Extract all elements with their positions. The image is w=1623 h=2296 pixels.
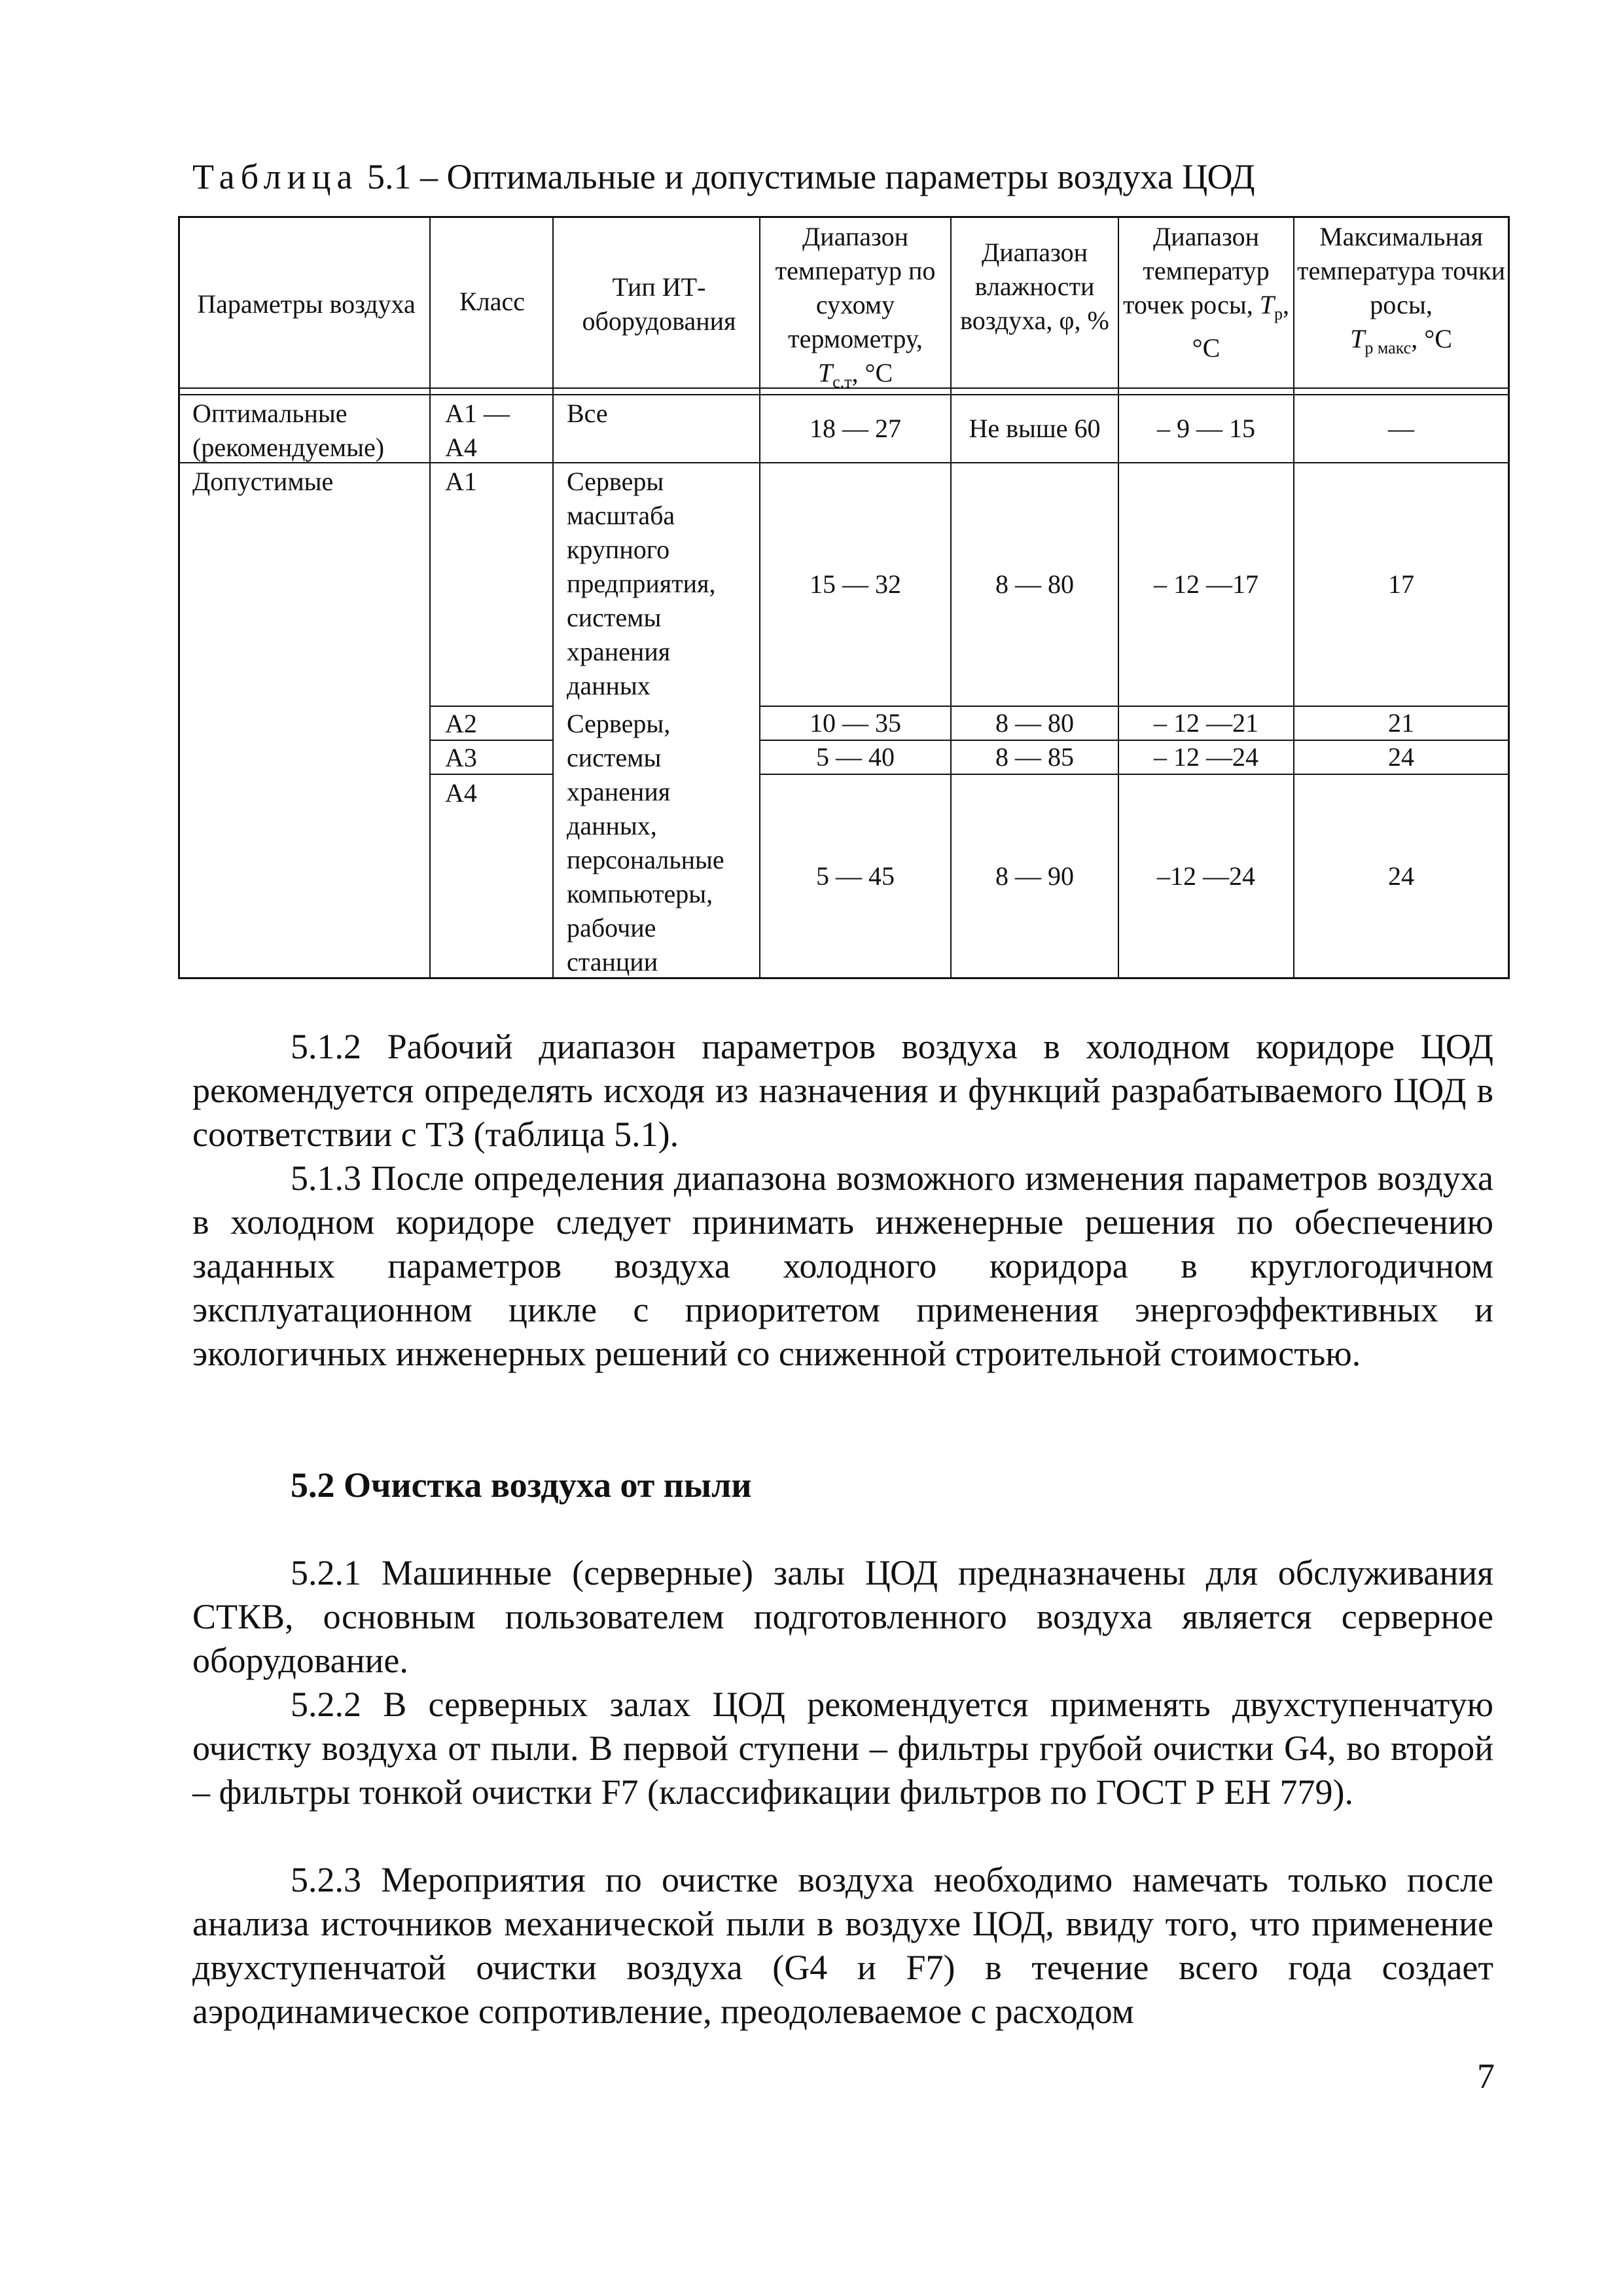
row-allowed-params: Допустимые <box>192 467 334 496</box>
row-a1-it-type: Серверы масштаба крупного предприятия, системы хранения данных <box>567 467 716 700</box>
row-a1-dew-range: – 12 —17 <box>1154 569 1258 599</box>
row-a3-dry-temp: 5 — 40 <box>816 742 895 772</box>
section-heading-5-2: 5.2 Очистка воздуха от пыли <box>291 1465 752 1505</box>
row-a4-max-dew: 24 <box>1388 861 1414 891</box>
row-a1-humidity: 8 — 80 <box>995 569 1074 599</box>
row-optimal-params: Оптимальные (рекомендуемые) <box>192 399 385 462</box>
paragraph-5-1-2: 5.1.2 Рабочий диапазон параметров воздуха в холодном коридоре ЦОД рекомендуется определять исходя из назначения и функций разрабатываемого ЦОД в соответствии с ТЗ (таблица 5.1). <box>192 1027 1493 1154</box>
paragraph-5-2-3: 5.2.3 Мероприятия по очистке воздуха необходимо намечать только после анализа источников механической пыли в воздухе ЦОД, ввиду того, что применение двухступенчатой очистки воздуха (G4 и F7) в течение всего года создает аэродинамическое сопротивление, преодолеваемое с расходом <box>192 1860 1493 2031</box>
header-dry-temp: Диапазон температур по сухому термометру, $T_{с.т}$, °С <box>775 222 936 391</box>
paragraph-5-2-1: 5.2.1 Машинные (серверные) залы ЦОД предназначены для обслуживания СТКВ, основным пользователем подготовленного воздуха является серверное оборудование. <box>192 1553 1493 1680</box>
row-a3-dew-range: – 12 —24 <box>1154 742 1258 772</box>
row-optimal-dry-temp: 18 — 27 <box>810 414 901 443</box>
header-humidity: Диапазон влажности воздуха, φ, % <box>960 238 1109 335</box>
row-optimal-max-dew: — <box>1388 414 1414 443</box>
page-number: 7 <box>1477 2056 1495 2096</box>
header-it-type: Тип ИТ-оборудования <box>582 272 736 336</box>
row-a1-max-dew: 17 <box>1388 569 1414 599</box>
group-a2-a4-it-type: Серверы, системы хранения данных, персональные компьютеры, рабочие станции <box>567 709 724 977</box>
row-a1-class: А1 <box>445 467 477 496</box>
row-a2-class: А2 <box>445 709 477 738</box>
row-a3-class: А3 <box>445 743 477 772</box>
table-caption-text: 5.1 – Оптимальные и допустимые параметры воздуха ЦОД <box>358 157 1255 196</box>
row-a2-dry-temp: 10 — 35 <box>810 708 901 738</box>
row-a4-dew-range: –12 —24 <box>1157 861 1255 891</box>
air-parameters-table <box>178 216 1510 979</box>
row-a3-max-dew: 24 <box>1388 742 1414 772</box>
paragraph-5-2-2: 5.2.2 В серверных залах ЦОД рекомендуется применять двухступенчатую очистку воздуха от пыли. В первой ступени – фильтры грубой очистки G4, во второй – фильтры тонкой очистки F7 (классификации фильтров по ГОСТ Р ЕН 779). <box>192 1685 1493 1812</box>
row-a2-humidity: 8 — 80 <box>995 708 1074 738</box>
row-optimal-dew-range: – 9 — 15 <box>1157 414 1255 443</box>
row-a4-dry-temp: 5 — 45 <box>816 861 895 891</box>
row-a2-dew-range: – 12 —21 <box>1154 708 1258 738</box>
paragraph-5-1-3: 5.1.3 После определения диапазона возможного изменения параметров воздуха в холодном коридоре следует принимать инженерные решения по обеспечению заданных параметров воздуха холодного коридора в круглогодичном эксплуатационном цикле с приоритетом применения энергоэффективных и экологичных инженерных решений со сниженной строительной стоимостью. <box>192 1158 1493 1373</box>
row-optimal-humidity: Не выше 60 <box>969 414 1101 443</box>
header-max-dew: Максимальная температура точки росы, $T_{р макс}$, °С <box>1296 222 1505 357</box>
row-optimal-it-type: Все <box>567 399 608 428</box>
row-a4-humidity: 8 — 90 <box>995 861 1074 891</box>
row-a1-dry-temp: 15 — 32 <box>810 569 901 599</box>
header-dew-range: Диапазон температур точек росы, $T_р$, °С <box>1122 222 1290 363</box>
row-a3-humidity: 8 — 85 <box>995 742 1074 772</box>
table-caption <box>192 156 1255 198</box>
row-optimal-class: А1 — А4 <box>445 399 510 462</box>
row-a2-max-dew: 21 <box>1388 708 1414 738</box>
header-class: Класс <box>459 287 525 316</box>
header-params: Параметры воздуха <box>197 289 416 319</box>
row-a4-class: А4 <box>445 778 477 808</box>
table-caption-label: Таблица <box>192 157 359 196</box>
